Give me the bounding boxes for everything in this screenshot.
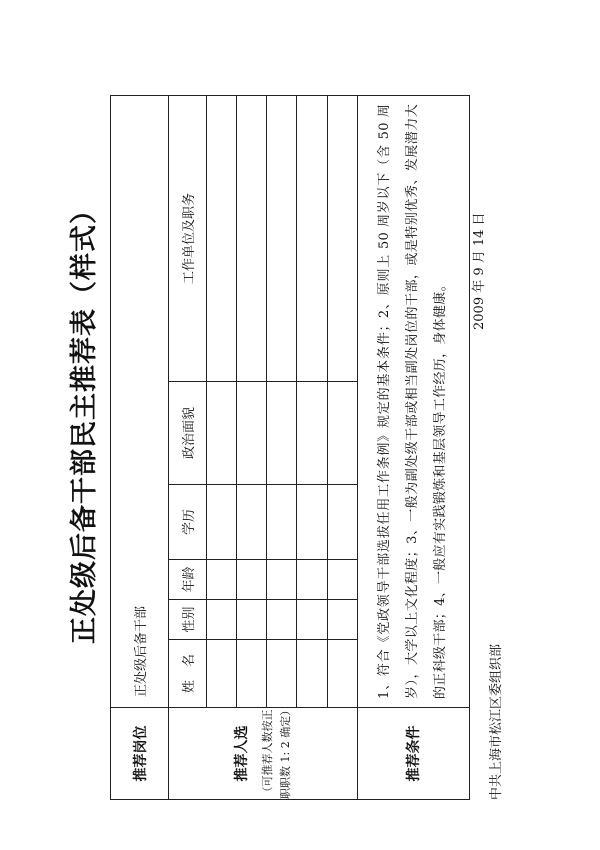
cell-unit-position[interactable] xyxy=(267,95,297,381)
footer-date: 2009 年 9 月 14 日 xyxy=(472,212,487,330)
cell-political-status[interactable] xyxy=(237,382,267,485)
cell-age[interactable] xyxy=(207,560,237,600)
candidates-label-cell xyxy=(169,704,357,800)
document-sheet xyxy=(65,40,565,800)
cell-age[interactable] xyxy=(237,560,267,600)
cell-education[interactable] xyxy=(207,485,237,560)
header-political-status: 政治面貌 xyxy=(169,382,207,485)
candidates-header-row xyxy=(169,95,207,799)
cell-education[interactable] xyxy=(237,485,267,560)
header-age: 年龄 xyxy=(169,560,207,600)
candidate-row xyxy=(327,95,357,799)
cell-political-status[interactable] xyxy=(267,382,297,485)
cell-education[interactable] xyxy=(297,485,327,560)
cell-education[interactable] xyxy=(267,485,297,560)
cell-age[interactable] xyxy=(267,560,297,600)
cell-political-status[interactable] xyxy=(327,382,357,485)
cell-gender[interactable] xyxy=(207,600,237,640)
position-row xyxy=(111,95,169,799)
header-education: 学历 xyxy=(169,485,207,560)
cell-unit-position[interactable] xyxy=(237,95,267,381)
position-value: 正处级后备干部 xyxy=(111,95,169,707)
cell-gender[interactable] xyxy=(327,600,357,640)
footer-organization: 中共上海市松江区委组织部 xyxy=(489,643,504,800)
cell-name[interactable] xyxy=(297,640,327,708)
candidate-row xyxy=(237,95,267,799)
cell-unit-position[interactable] xyxy=(207,95,237,381)
cell-name[interactable] xyxy=(207,640,237,708)
requirements-label: 推荐条件 xyxy=(357,708,469,800)
cell-unit-position[interactable] xyxy=(327,95,357,381)
cell-age[interactable] xyxy=(297,560,327,600)
cell-political-status[interactable] xyxy=(297,382,327,485)
candidate-row xyxy=(207,95,237,799)
cell-name[interactable] xyxy=(267,640,297,708)
recommendation-table xyxy=(110,95,470,800)
cell-education[interactable] xyxy=(327,485,357,560)
candidates-label: 推荐人选 xyxy=(233,725,250,782)
requirements-text: 1、符合《党政领导干部选拔任用工作条例》规定的基本条件；2、原则上 50 周岁以下（含 50 周岁），大学以上文化程度；3、一般为副处级干部或相当副处岗位的干部，或是特别优秀、发展潜力大的正科级干部；4、一般应有实践锻炼和基层领导工作经历，身体健康。 xyxy=(357,95,469,707)
requirements-row xyxy=(357,95,469,799)
cell-name[interactable] xyxy=(327,640,357,708)
cell-unit-position[interactable] xyxy=(297,95,327,381)
candidate-row xyxy=(297,95,327,799)
header-unit-position: 工作单位及职务 xyxy=(169,95,207,381)
page-title: 正处级后备干部民主推荐表（样式） xyxy=(69,196,100,644)
cell-gender[interactable] xyxy=(267,600,297,640)
cell-political-status[interactable] xyxy=(207,382,237,485)
candidate-row xyxy=(267,95,297,799)
cell-age[interactable] xyxy=(327,560,357,600)
header-gender: 性别 xyxy=(169,600,207,640)
cell-gender[interactable] xyxy=(297,600,327,640)
cell-name[interactable] xyxy=(237,640,267,708)
position-label: 推荐岗位 xyxy=(111,708,169,800)
cell-gender[interactable] xyxy=(237,600,267,640)
candidates-note: （可推荐人数按正职职数 1: 2 确定） xyxy=(260,704,292,799)
header-name: 姓 名 xyxy=(169,640,207,708)
